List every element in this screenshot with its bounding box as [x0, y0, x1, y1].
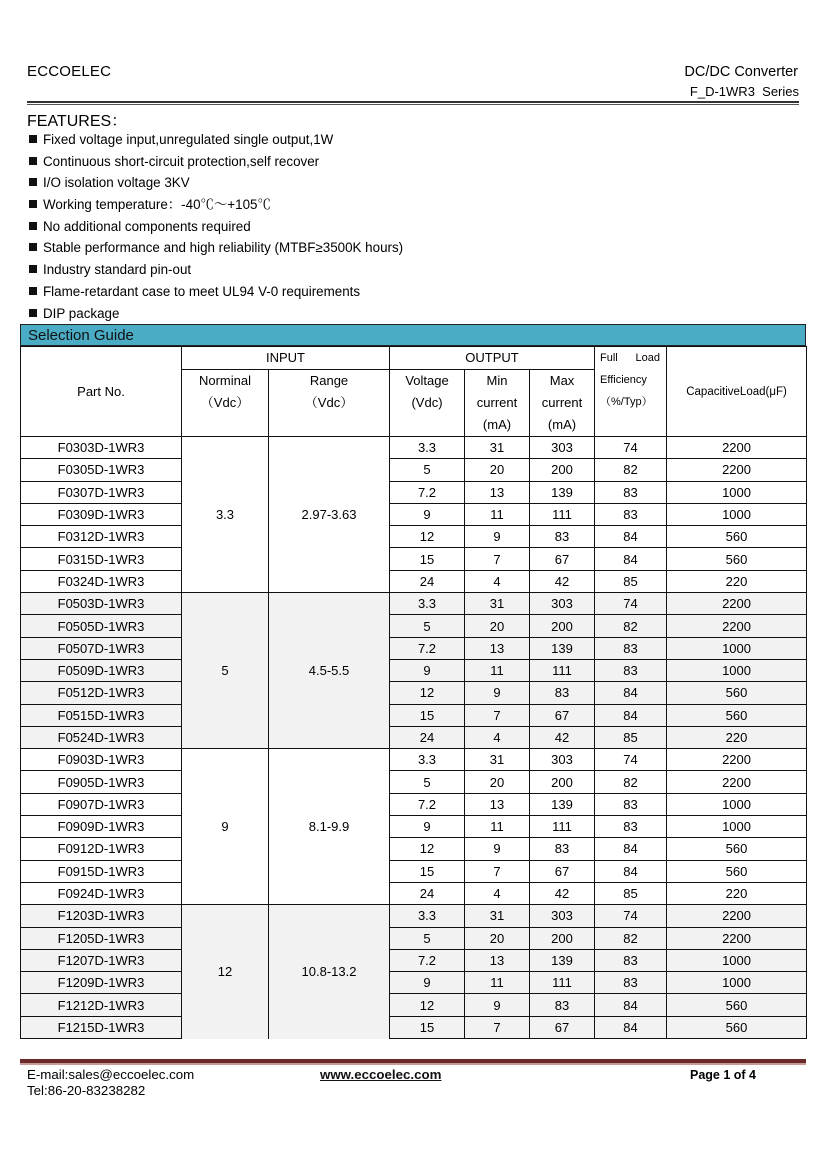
max-current-cell: 83 [530, 682, 595, 704]
header-divider [27, 101, 799, 103]
output-voltage-cell: 15 [390, 1016, 465, 1038]
selection-guide-bar [20, 324, 806, 346]
part-no-cell: F1203D-1WR3 [21, 905, 182, 927]
capacitive-load-cell: 1000 [667, 503, 807, 525]
table-row [21, 838, 807, 860]
table-row [21, 882, 807, 904]
footer-email: E-mail:sales@eccoelec.com [27, 1067, 195, 1082]
efficiency-cell: 82 [595, 771, 667, 793]
capacitive-load-cell: 220 [667, 726, 807, 748]
square-bullet-icon [29, 243, 37, 251]
table-row [21, 749, 807, 771]
input-range-cell: 4.5-5.5 [269, 593, 390, 749]
part-no-cell: F0515D-1WR3 [21, 704, 182, 726]
output-voltage-cell: 24 [390, 726, 465, 748]
efficiency-cell: 84 [595, 548, 667, 570]
min-current-cell: 20 [465, 771, 530, 793]
capacitive-load-cell: 2200 [667, 459, 807, 481]
table-body [21, 437, 807, 1039]
output-voltage-cell: 24 [390, 882, 465, 904]
square-bullet-icon [29, 135, 37, 143]
max-current-cell: 111 [530, 972, 595, 994]
part-no-cell: F1207D-1WR3 [21, 949, 182, 971]
square-bullet-icon [29, 178, 37, 186]
efficiency-cell: 83 [595, 949, 667, 971]
capacitive-load-cell: 1000 [667, 481, 807, 503]
feature-item [27, 216, 403, 238]
footer-tel: Tel:86-20-83238282 [27, 1083, 146, 1098]
table-row [21, 972, 807, 994]
header-range: Range （Vdc） [269, 370, 390, 437]
efficiency-cell: 83 [595, 793, 667, 815]
capacitive-load-cell: 2200 [667, 927, 807, 949]
header-divider-thin [27, 104, 799, 105]
feature-item [27, 237, 403, 259]
max-current-cell: 42 [530, 570, 595, 592]
output-voltage-cell: 7.2 [390, 637, 465, 659]
table-row [21, 949, 807, 971]
table-row [21, 437, 807, 459]
min-current-cell: 31 [465, 749, 530, 771]
efficiency-cell: 85 [595, 882, 667, 904]
output-voltage-cell: 12 [390, 838, 465, 860]
input-nominal-cell: 5 [182, 593, 269, 749]
part-no-cell: F0315D-1WR3 [21, 548, 182, 570]
min-current-cell: 20 [465, 459, 530, 481]
part-no-cell: F0305D-1WR3 [21, 459, 182, 481]
min-current-cell: 31 [465, 593, 530, 615]
capacitive-load-cell: 1000 [667, 972, 807, 994]
output-voltage-cell: 3.3 [390, 593, 465, 615]
max-current-cell: 67 [530, 1016, 595, 1038]
max-current-cell: 67 [530, 860, 595, 882]
page-number: Page 1 of 4 [690, 1068, 756, 1082]
part-no-cell: F0309D-1WR3 [21, 503, 182, 525]
min-current-cell: 7 [465, 548, 530, 570]
table-header-row [21, 347, 807, 370]
table-row [21, 615, 807, 637]
feature-item [27, 172, 403, 194]
output-voltage-cell: 7.2 [390, 481, 465, 503]
output-voltage-cell: 5 [390, 459, 465, 481]
table-row [21, 927, 807, 949]
feature-item [27, 281, 403, 303]
efficiency-cell: 84 [595, 1016, 667, 1038]
footer-website-link[interactable]: www.eccoelec.com [320, 1067, 442, 1082]
part-no-cell: F0905D-1WR3 [21, 771, 182, 793]
max-current-cell: 200 [530, 927, 595, 949]
capacitive-load-cell: 1000 [667, 949, 807, 971]
feature-item [27, 303, 403, 325]
part-no-cell: F1215D-1WR3 [21, 1016, 182, 1038]
table-row [21, 548, 807, 570]
part-no-cell: F0924D-1WR3 [21, 882, 182, 904]
feature-text: Industry standard pin-out [43, 262, 192, 278]
efficiency-cell: 84 [595, 994, 667, 1016]
table-row [21, 704, 807, 726]
table-row [21, 570, 807, 592]
efficiency-cell: 83 [595, 972, 667, 994]
footer-divider-thin [20, 1063, 806, 1065]
efficiency-cell: 84 [595, 526, 667, 548]
min-current-cell: 13 [465, 949, 530, 971]
max-current-cell: 83 [530, 838, 595, 860]
part-no-cell: F1212D-1WR3 [21, 994, 182, 1016]
min-current-cell: 7 [465, 860, 530, 882]
output-voltage-cell: 15 [390, 548, 465, 570]
min-current-cell: 11 [465, 503, 530, 525]
table-row [21, 771, 807, 793]
efficiency-cell: 83 [595, 816, 667, 838]
min-current-cell: 4 [465, 726, 530, 748]
selection-guide-title: Selection Guide [28, 327, 134, 344]
output-voltage-cell: 12 [390, 994, 465, 1016]
efficiency-cell: 74 [595, 905, 667, 927]
min-current-cell: 13 [465, 793, 530, 815]
output-voltage-cell: 24 [390, 570, 465, 592]
part-no-cell: F0312D-1WR3 [21, 526, 182, 548]
efficiency-cell: 82 [595, 615, 667, 637]
efficiency-cell: 74 [595, 749, 667, 771]
header-nominal: Norminal （Vdc） [182, 370, 269, 437]
table-row [21, 1016, 807, 1038]
feature-text: Fixed voltage input,unregulated single output,1W [43, 132, 334, 147]
max-current-cell: 303 [530, 905, 595, 927]
document-title: DC/DC Converter [684, 64, 798, 80]
output-voltage-cell: 3.3 [390, 905, 465, 927]
max-current-cell: 200 [530, 771, 595, 793]
table-row [21, 816, 807, 838]
table-row [21, 905, 807, 927]
max-current-cell: 83 [530, 994, 595, 1016]
min-current-cell: 13 [465, 637, 530, 659]
max-current-cell: 67 [530, 548, 595, 570]
max-current-cell: 111 [530, 659, 595, 681]
max-current-cell: 139 [530, 481, 595, 503]
table-row [21, 637, 807, 659]
capacitive-load-cell: 1000 [667, 659, 807, 681]
output-voltage-cell: 9 [390, 972, 465, 994]
features-title: FEATURES： [27, 113, 128, 130]
part-no-cell: F0307D-1WR3 [21, 481, 182, 503]
efficiency-cell: 85 [595, 570, 667, 592]
part-no-cell: F0509D-1WR3 [21, 659, 182, 681]
efficiency-cell: 85 [595, 726, 667, 748]
output-voltage-cell: 9 [390, 503, 465, 525]
capacitive-load-cell: 560 [667, 1016, 807, 1038]
part-no-cell: F0324D-1WR3 [21, 570, 182, 592]
output-voltage-cell: 3.3 [390, 437, 465, 459]
part-no-cell: F0903D-1WR3 [21, 749, 182, 771]
min-current-cell: 11 [465, 816, 530, 838]
header-voltage: Voltage (Vdc) [390, 370, 465, 437]
square-bullet-icon [29, 265, 37, 273]
selection-guide-table [20, 346, 807, 1039]
input-range-cell: 10.8-13.2 [269, 905, 390, 1039]
capacitive-load-cell: 560 [667, 994, 807, 1016]
part-no-cell: F0909D-1WR3 [21, 816, 182, 838]
min-current-cell: 20 [465, 615, 530, 637]
output-voltage-cell: 5 [390, 615, 465, 637]
max-current-cell: 67 [530, 704, 595, 726]
capacitive-load-cell: 560 [667, 838, 807, 860]
max-current-cell: 42 [530, 726, 595, 748]
header-output: OUTPUT [390, 347, 595, 370]
capacitive-load-cell: 2200 [667, 437, 807, 459]
part-no-cell: F0524D-1WR3 [21, 726, 182, 748]
efficiency-cell: 83 [595, 503, 667, 525]
capacitive-load-cell: 220 [667, 882, 807, 904]
input-range-cell: 8.1-9.9 [269, 749, 390, 905]
output-voltage-cell: 15 [390, 704, 465, 726]
efficiency-cell: 84 [595, 860, 667, 882]
min-current-cell: 9 [465, 526, 530, 548]
min-current-cell: 13 [465, 481, 530, 503]
min-current-cell: 31 [465, 905, 530, 927]
part-no-cell: F0912D-1WR3 [21, 838, 182, 860]
capacitive-load-cell: 2200 [667, 905, 807, 927]
square-bullet-icon [29, 200, 37, 208]
efficiency-cell: 82 [595, 459, 667, 481]
output-voltage-cell: 9 [390, 816, 465, 838]
header-part-no: Part No. [21, 347, 182, 437]
header-efficiency: Full Load Efficiency （%/Typ） [595, 347, 667, 437]
feature-item [27, 194, 403, 216]
output-voltage-cell: 12 [390, 526, 465, 548]
output-voltage-cell: 3.3 [390, 749, 465, 771]
max-current-cell: 139 [530, 949, 595, 971]
header-capacitive-load: CapacitiveLoad(μF) [667, 347, 807, 437]
table-row [21, 459, 807, 481]
table-row [21, 593, 807, 615]
input-range-cell: 2.97-3.63 [269, 437, 390, 593]
min-current-cell: 7 [465, 1016, 530, 1038]
max-current-cell: 303 [530, 593, 595, 615]
output-voltage-cell: 5 [390, 771, 465, 793]
max-current-cell: 139 [530, 637, 595, 659]
max-current-cell: 303 [530, 749, 595, 771]
capacitive-load-cell: 220 [667, 570, 807, 592]
min-current-cell: 9 [465, 682, 530, 704]
output-voltage-cell: 12 [390, 682, 465, 704]
efficiency-cell: 83 [595, 481, 667, 503]
max-current-cell: 139 [530, 793, 595, 815]
efficiency-cell: 84 [595, 682, 667, 704]
header-max-current: Max current (mA) [530, 370, 595, 437]
feature-text: Stable performance and high reliability (MTBF≥3500K hours) [43, 240, 404, 256]
max-current-cell: 83 [530, 526, 595, 548]
min-current-cell: 11 [465, 659, 530, 681]
min-current-cell: 9 [465, 994, 530, 1016]
capacitive-load-cell: 1000 [667, 816, 807, 838]
efficiency-cell: 84 [595, 838, 667, 860]
output-voltage-cell: 7.2 [390, 793, 465, 815]
max-current-cell: 42 [530, 882, 595, 904]
feature-item [27, 151, 403, 173]
min-current-cell: 7 [465, 704, 530, 726]
capacitive-load-cell: 560 [667, 682, 807, 704]
part-no-cell: F0507D-1WR3 [21, 637, 182, 659]
table-row [21, 793, 807, 815]
efficiency-cell: 83 [595, 659, 667, 681]
series-name: F_D-1WR3 Series [689, 84, 799, 99]
feature-item [27, 129, 403, 151]
capacitive-load-cell: 1000 [667, 637, 807, 659]
efficiency-cell: 83 [595, 637, 667, 659]
capacitive-load-cell: 2200 [667, 593, 807, 615]
square-bullet-icon [29, 222, 37, 230]
feature-text: I/O isolation voltage 3KV [43, 175, 190, 191]
capacitive-load-cell: 2200 [667, 749, 807, 771]
header-input: INPUT [182, 347, 390, 370]
min-current-cell: 20 [465, 927, 530, 949]
header-min-current: Min current (mA) [465, 370, 530, 437]
square-bullet-icon [29, 287, 37, 295]
efficiency-cell: 82 [595, 927, 667, 949]
part-no-cell: F0505D-1WR3 [21, 615, 182, 637]
part-no-cell: F1205D-1WR3 [21, 927, 182, 949]
feature-item [27, 259, 403, 281]
min-current-cell: 9 [465, 838, 530, 860]
part-no-cell: F1209D-1WR3 [21, 972, 182, 994]
capacitive-load-cell: 560 [667, 860, 807, 882]
capacitive-load-cell: 560 [667, 526, 807, 548]
table-row [21, 682, 807, 704]
min-current-cell: 31 [465, 437, 530, 459]
output-voltage-cell: 7.2 [390, 949, 465, 971]
part-no-cell: F0907D-1WR3 [21, 793, 182, 815]
square-bullet-icon [29, 309, 37, 317]
table-row [21, 481, 807, 503]
table-row [21, 994, 807, 1016]
efficiency-cell: 74 [595, 437, 667, 459]
part-no-cell: F0915D-1WR3 [21, 860, 182, 882]
part-no-cell: F0303D-1WR3 [21, 437, 182, 459]
table-row [21, 726, 807, 748]
efficiency-cell: 84 [595, 704, 667, 726]
features-list [27, 129, 403, 324]
input-nominal-cell: 3.3 [182, 437, 269, 593]
table-row [21, 860, 807, 882]
feature-text: No additional components required [43, 218, 251, 234]
max-current-cell: 111 [530, 503, 595, 525]
square-bullet-icon [29, 157, 37, 165]
output-voltage-cell: 15 [390, 860, 465, 882]
max-current-cell: 200 [530, 615, 595, 637]
capacitive-load-cell: 2200 [667, 771, 807, 793]
min-current-cell: 4 [465, 570, 530, 592]
capacitive-load-cell: 1000 [667, 793, 807, 815]
capacitive-load-cell: 560 [667, 548, 807, 570]
efficiency-cell: 74 [595, 593, 667, 615]
feature-text: Continuous short-circuit protection,self recover [43, 153, 320, 169]
capacitive-load-cell: 560 [667, 704, 807, 726]
min-current-cell: 4 [465, 882, 530, 904]
capacitive-load-cell: 2200 [667, 615, 807, 637]
table-row [21, 503, 807, 525]
feature-text: DIP package [43, 305, 120, 321]
input-nominal-cell: 12 [182, 905, 269, 1039]
min-current-cell: 11 [465, 972, 530, 994]
table-row [21, 526, 807, 548]
part-no-cell: F0512D-1WR3 [21, 682, 182, 704]
max-current-cell: 200 [530, 459, 595, 481]
feature-text: Flame-retardant case to meet UL94 V-0 requirements [43, 283, 361, 299]
output-voltage-cell: 9 [390, 659, 465, 681]
input-nominal-cell: 9 [182, 749, 269, 905]
part-no-cell: F0503D-1WR3 [21, 593, 182, 615]
max-current-cell: 111 [530, 816, 595, 838]
feature-text: Working temperature：-40℃～+105℃ [43, 197, 271, 213]
max-current-cell: 303 [530, 437, 595, 459]
table-row [21, 659, 807, 681]
output-voltage-cell: 5 [390, 927, 465, 949]
brand-name: ECCOELEC [27, 63, 112, 80]
